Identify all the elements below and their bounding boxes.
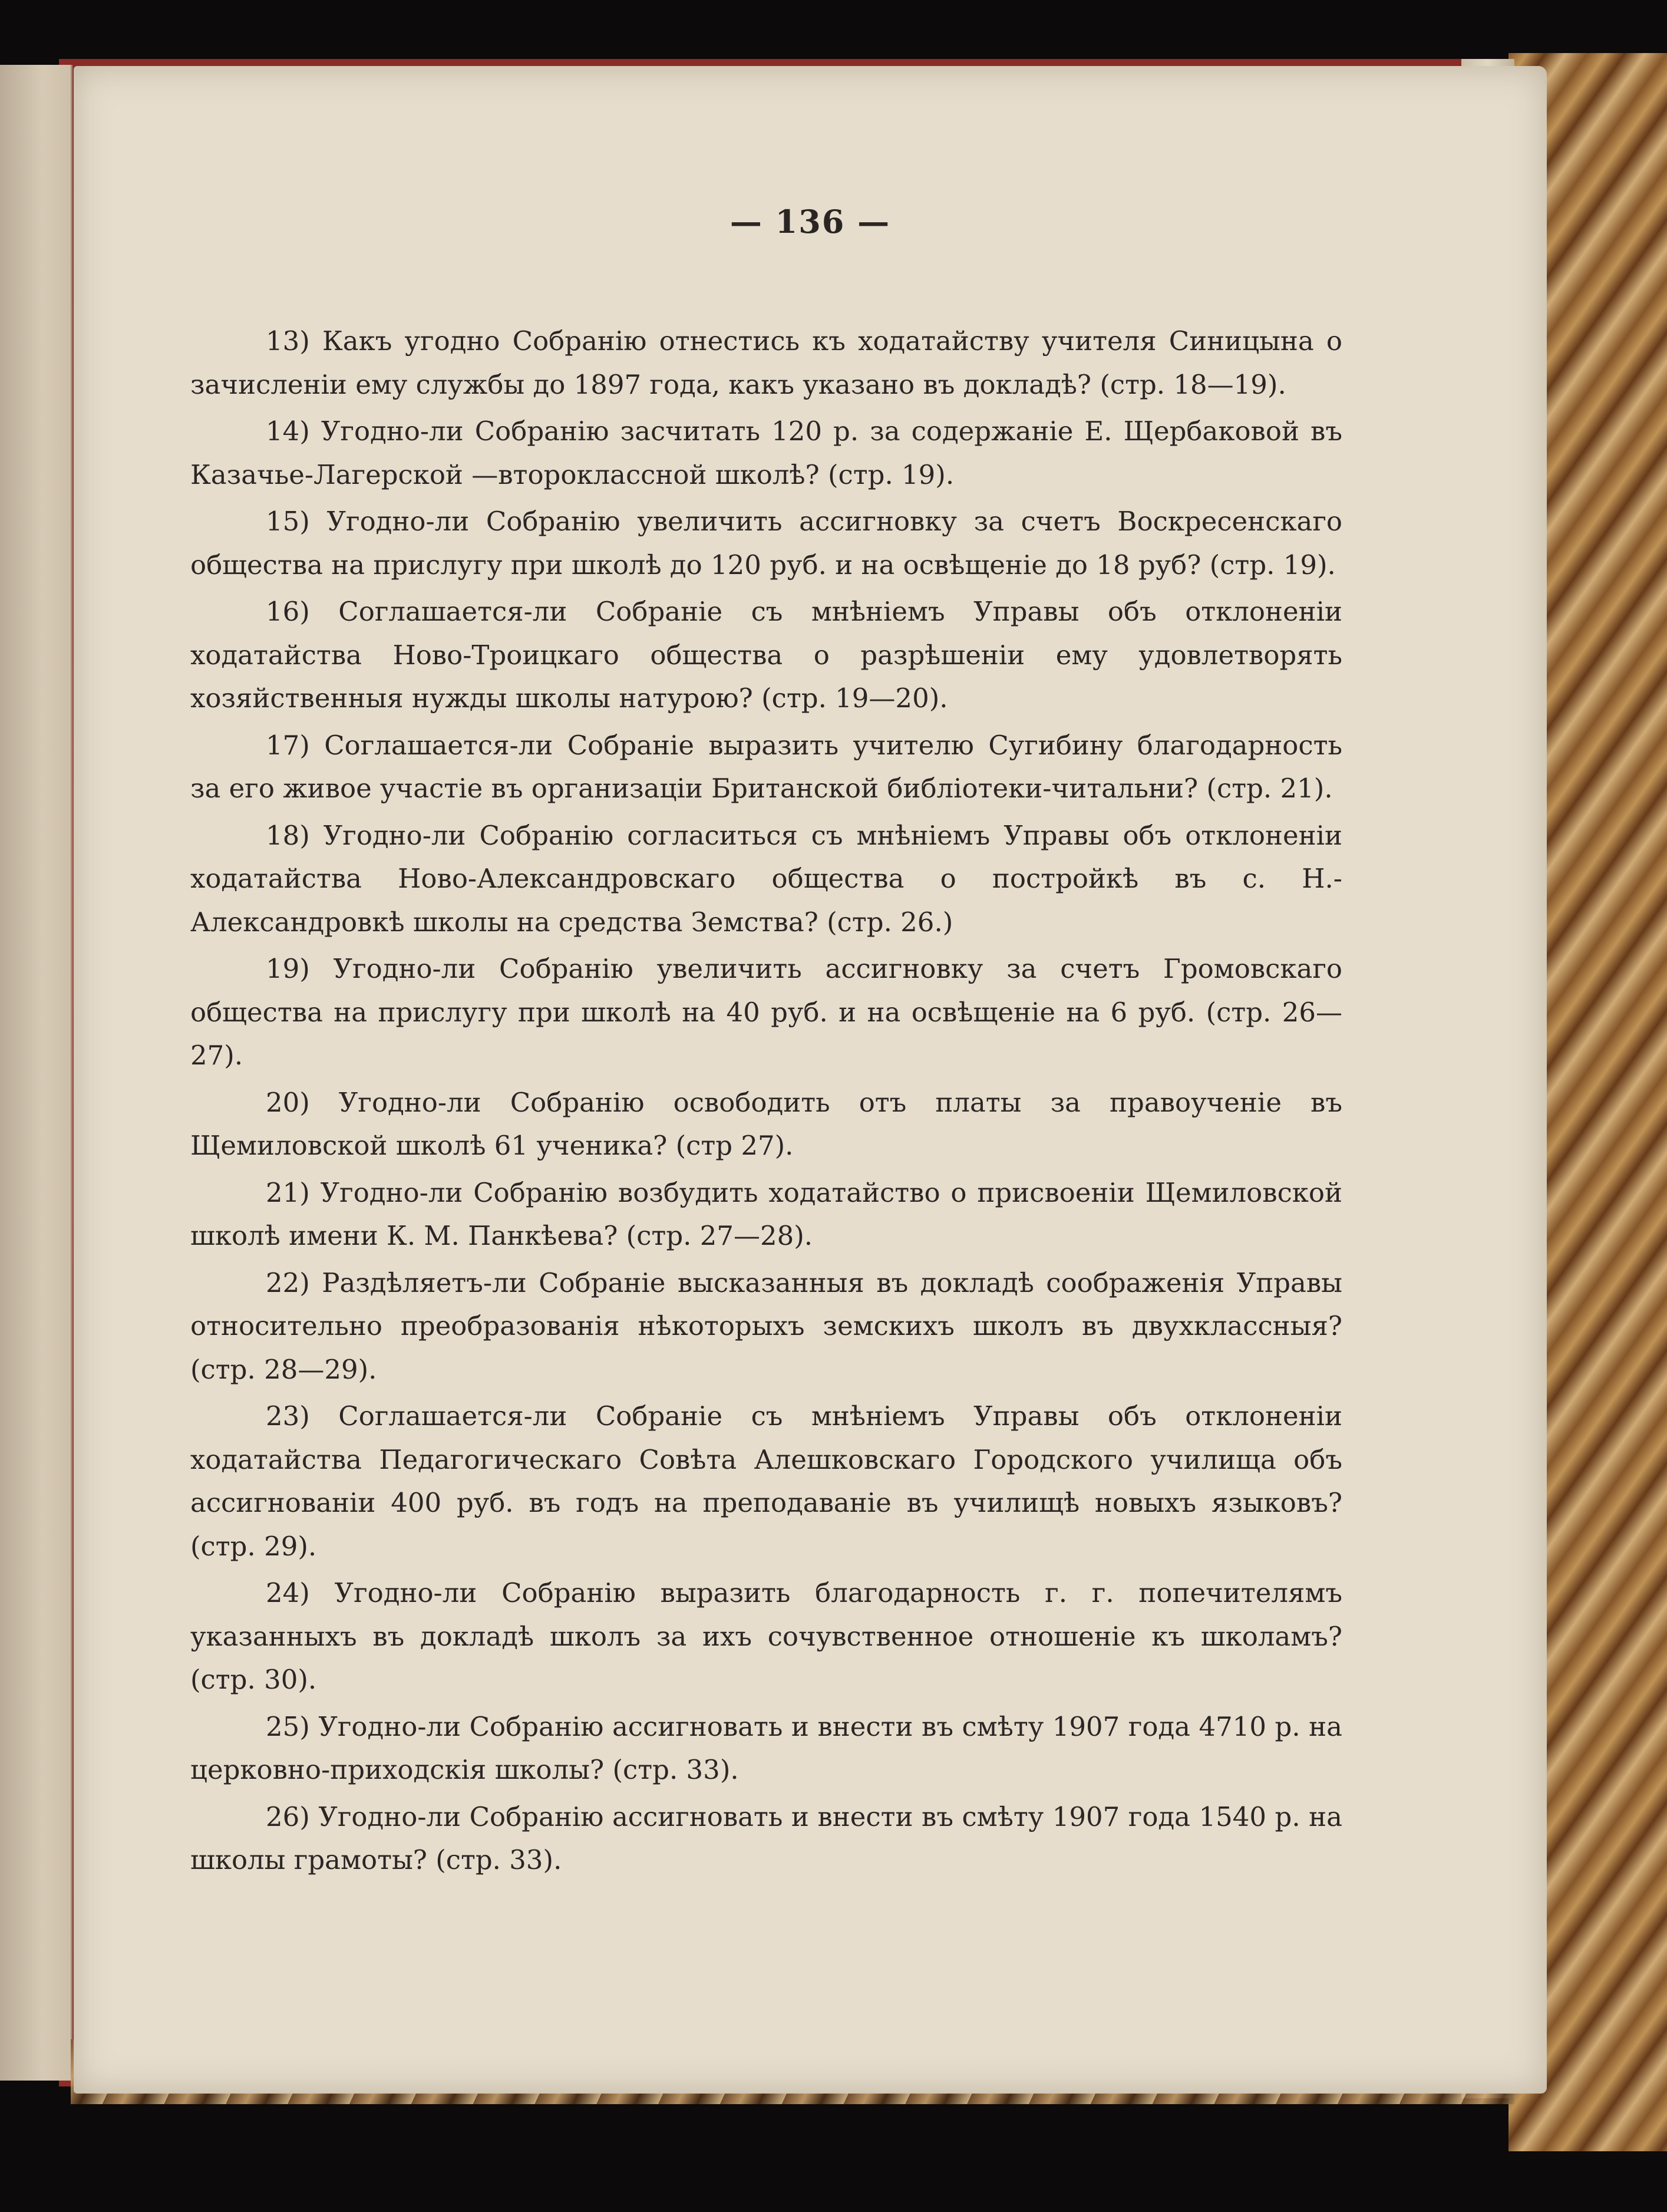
paragraph-19: 19) Угодно-ли Собранію увеличить ассигновку за счетъ Громовскаго общества на прислугу при школѣ на 40 руб. и на освѣщеніе на 6 руб. (стр. 26—27). [190, 953, 1342, 1071]
left-page-edge [0, 65, 72, 2081]
paragraph-23: 23) Соглашается-ли Собраніе съ мнѣніемъ Управы объ отклоненіи ходатайства Педагогическаго Совѣта Алешковскаго Городского училища объ ассигнованіи 400 руб. въ годъ на преподаваніе въ училищѣ новыхъ языковъ? (стр. 29). [190, 1400, 1342, 1562]
paragraph-16: 16) Соглашается-ли Собраніе съ мнѣніемъ Управы объ отклоненіи ходатайства Ново-Троицкаго общества о разрѣшеніи ему удовлетворять хозяйственныя нужды школы натурою? (стр. 19—20). [190, 596, 1342, 714]
paragraph-26: 26) Угодно-ли Собранію ассигновать и внести въ смѣту 1907 года 1540 р. на школы грамоты? (стр. 33). [190, 1801, 1342, 1875]
paragraph-21: 21) Угодно-ли Собранію возбудить ходатайство о присвоеніи Щемиловской школѣ имени К. М. Панкѣева? (стр. 27—28). [190, 1176, 1342, 1251]
paragraph-25: 25) Угодно-ли Собранію ассигновать и внести въ смѣту 1907 года 4710 р. на церковно-приходскія школы? (стр. 33). [190, 1710, 1342, 1785]
paragraph-18: 18) Угодно-ли Собранію согласиться съ мнѣніемъ Управы объ отклоненіи ходатайства Ново-Александровскаго общества о постройкѣ въ с. Н.-Александровкѣ школы на средства Земства? (стр. 26.) [190, 819, 1342, 938]
page-text [190, 319, 1342, 1885]
paragraph-14: 14) Угодно-ли Собранію засчитать 120 р. за содержаніе Е. Щербаковой въ Казачье-Лагерской —второклассной школѣ? (стр. 19). [190, 416, 1342, 490]
paragraph-24: 24) Угодно-ли Собранію выразить благодарность г. г. попечителямъ указанныхъ въ докладѣ школъ за ихъ сочувственное отношеніе къ школамъ? (стр. 30). [190, 1577, 1342, 1695]
page-number: — 136 — [729, 203, 891, 240]
book-page [74, 66, 1547, 2094]
paragraph-15: 15) Угодно-ли Собранію увеличить ассигновку за счетъ Воскресенскаго общества на прислугу при школѣ до 120 руб. и на освѣщеніе до 18 руб? (стр. 19). [190, 506, 1342, 581]
paragraph-22: 22) Раздѣляетъ-ли Собраніе высказанныя въ докладѣ соображенія Управы относительно преобразованія нѣкоторыхъ земскихъ школъ въ двухклассныя? (стр. 28—29). [190, 1267, 1342, 1385]
paragraph-20: 20) Угодно-ли Собранію освободить отъ платы за правоученіе въ Щемиловской школѣ 61 ученика? (стр 27). [190, 1086, 1342, 1161]
paragraph-13: 13) Какъ угодно Собранію отнестись къ ходатайству учителя Синицына о зачисленіи ему службы до 1897 года, какъ указано въ докладѣ? (стр. 18—19). [190, 325, 1342, 400]
paragraph-17: 17) Соглашается-ли Собраніе выразить учителю Сугибину благодарность за его живое участіе въ организаціи Британской библіотеки-читальни? (стр. 21). [190, 729, 1342, 804]
